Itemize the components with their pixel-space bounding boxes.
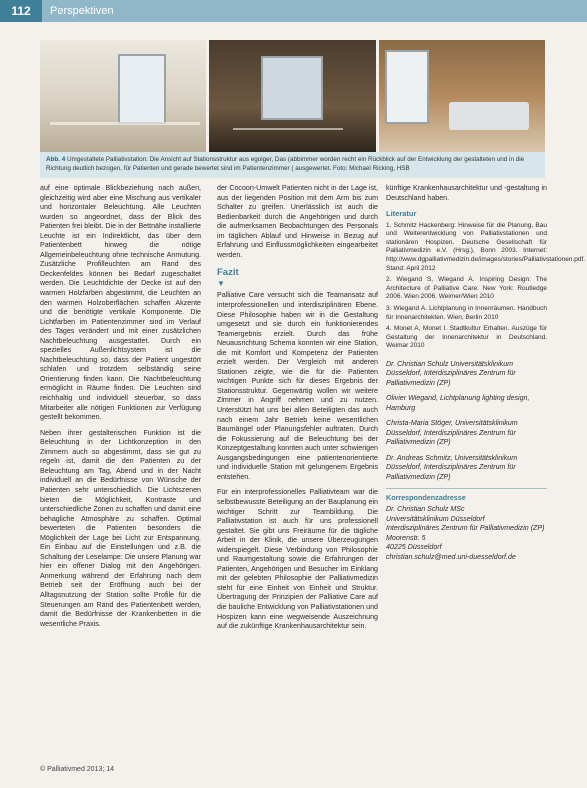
paragraph: künftige Krankenhausarchitektur und -gestaltung in Deutschland haben. [386, 184, 547, 202]
bed-shape [449, 102, 529, 130]
column-1 [40, 184, 201, 635]
floor-line [50, 122, 200, 125]
author: Christa-Maria Stöger, Universitätsklinikum Düsseldorf, Interdisziplinäres Zentrum für Palliativmedizin (ZP) [386, 419, 518, 447]
correspondence-block [386, 488, 547, 562]
header-bar [0, 0, 587, 22]
author: Dr. Christian Schulz Universitätsklinikum Düsseldorf, Interdisziplinäres Zentrum für Palliativmedizin (ZP) [386, 359, 516, 387]
column-2 [217, 184, 378, 638]
correspondence-heading: Korrespondenzadresse [386, 493, 466, 503]
literature-item: 2. Wiegand S, Wiegand A. Inspiring Design: The Architecture of Palliative Care. New York: Routledge 2006. Wien 2006. Weimer/Wien 2010 [386, 276, 547, 301]
paragraph: Neben ihrer gestalterischen Funktion ist die Beleuchtung in der Lichtkonzeption in den Zimmern auch so abgestimmt, dass sie gut zu regeln ist, damit die den Patienten zu der Beleuchtung am Tag, Abend und in der Nacht individuell an die Bedürfnisse von Wünsche der Patienten sehr unterschiedlich. Die Lichtszenen bieten die Möglichkeit, Kontraste und unterschiedliche Zonen zu schaffen und damit eine behagliche Atmosphäre zu schaffen. Optimal bewerteten die Patienten besonders die Möglichkeit der Lage bei Licht zur Entspannung. Ein Einbau auf die Einstellungen und z.B. die Schaltung der Leselampe: Die unsere Planung war hier ein offener Dialog mit den Angehörigen. Anmerkung während der Erfahrung nach dem Betrieb seit der Eröffnung auch bei der Alltagsnutzung der Station sollte Profile für die Steuerungen am Rand des Patientenbett werden, damit die Bedürfnisse der Krankenbetten in die wesentliche Praxis. [40, 428, 201, 628]
literature-heading: Literatur [386, 209, 417, 219]
figure-caption [46, 155, 540, 173]
correspondence-line: 40225 Düsseldorf [386, 543, 442, 552]
paragraph: Für ein interprofessionelles Palliativteam war die selbstbewusste Beteiligung an der Bauplanung ein wichtiger Schritt zur Teambildung. Die Palliativstation ist auch für uns professionell gestaltet. Sie gibt uns Freiräume für die tägliche Arbeit in der Klinik, die unsere Überzeugungen widerspiegelt. Diese Verbindung von Philosophie und Raumgestaltung sowie die Erfahrungen der Patienten, Angehörigen und Besucher im Einklang mit der gelebten Philosophie der Palliativmedizin steht für eine Einheit von Einheit und Struktur. Übertragung der Prinzipien der Palliative Care auf die bauliche Entwicklung von Palliativstationen und Hospizen kann eine wegweisende Auszeichnung auf die zukünftige Krankenhausarchitektur sein. [217, 488, 378, 631]
literature-item: 1. Schmitz Hackenberg: Hinweise für die Planung, Bau und Weiterentwicklung von Palliativstationen und stationären Hospizen. Deutsche Gesellschaft für Palliativmedizin e.V. (Hrsg.), Bonn 2003. Internet: http://www.dgpalliativmedizin.de/images/stories/Palliativstationen.pdf. Stand: April 2012 [386, 221, 586, 272]
paragraph: auf eine optimale Blickbeziehung nach außen, gleichzeitig wird aber eine Mischung aus vertikaler und horizontaler Beleuchtung. Alle Leuchten wurden so angeordnet, dass der Blick des Patienten frei bleibt. Die in der Bettnähe installierte Leuchte ist ein Indirektlicht, das über dem Patientenbett hinweg die nötige Allgemeinbeleuchtung ohne technische Anmutung. Zusätzliche Profilleuchten am Rand des Deckenfeldes können bei Bedarf zugeschaltet werden. Die Leuchtdichte der Decke ist auf den warmen Holzfarben abgestimmt, die Leuchten an den warmen Holzoberflächen schaffen Akzente und die benötigte vertikale Komponente. Die Lichtfarben im Patientenzimmer sind im Verlauf des Tages verändert und mit einer zusätzlichen Nachtbeleuchtung ausgestattet. Durch ein spezielles Außenlichtsystem ist die Nachtbeleuchtung so, dass der Patient ungestört schlafen und trotzdem selbständig seine Orientierung finden kann. Die Nachtbeleuchtung ermöglicht in Räume finden. Die Leuchten sind reichhaltig und individuell steuerbar, so dass Mitarbeiter alle nötigen Funktionen zur Verfügung gestellt bekommen. [40, 184, 201, 422]
correspondence-line: Moorenstr. 5 [386, 533, 426, 542]
paragraph: Palliative Care versucht sich die Teamansatz auf interprofessionellen und interdisziplinären Ebene. Diese Philosophie haben wir in die Gestaltung umgesetzt und sie durch ein funktionierendes Teamergebnis erzielt. Durch das frühe Neuausrichtung Schema konnten wir eine Station, die mit Komfort und Kompetenz der Patienten erzielt werden. Der Vergleich mit anderen Stationen zeigte, wie die für die Patienten wichtigen Punkte sich für dieses Ergebnis der Stationsstruktur. Gegenwärtig wollen wir weitere Zimmer in Angriff nehmen und zu nutzen. Unterstützt hat uns bei allen Beteiligten das auch nach einem Jahr Betrieb keine wesentlichen Baumängel oder Planungsfehler auftraten. Durch die Fokussierung auf die Beleuchtung bei der Konzeptgestaltung konnten auch unter schwierigen Ausgangsbedingungen eine patientenorientierte und individuelle Station mit gelungenem Ergebnis entstehen. [217, 291, 378, 481]
literature-item: 4. Monet A, Monet I. Stadtkultur Erhalten. Auszüge für Gestaltung der Innenarchitektur in Deutschland. Weimar 2010 [386, 325, 547, 350]
literature-item: 3. Wiegand A. Lichtplanung in Innenräumen. Handbuch für Innenarchitekten. Wien, Berlin 2010 [386, 304, 547, 321]
author: Dr. Andreas Schmitz, Universitätsklinikum Düsseldorf, Interdisziplinäres Zentrum für Palliativmedizin (ZP) [386, 453, 518, 481]
window-shape [385, 50, 429, 124]
correspondence-line: Interdisziplinäres Zentrum für Palliativmedizin (ZP) [386, 524, 545, 533]
page-footer: © Palliativmed 2013; 14 [40, 766, 115, 773]
section-heading-fazit: Fazit [217, 267, 239, 279]
photo-corridor [40, 40, 206, 152]
paragraph: der Cocoon-Umwelt Patienten nicht in der Lage ist, aus der liegenden Position mit dem Arm bis zum Schalter zu greifen. Unerlässlich ist auch die Bedienbarkeit durch die Angehörigen und durch die aufmerksamen Beobachtungen des Personals im täglichen Ablauf und Hinweise in Bezug auf Erfahrung und Einflussmöglichkeiten eingearbeitet werden. [217, 184, 378, 259]
photo-patient-room [379, 40, 545, 152]
floor-line [233, 128, 343, 130]
column-3 [386, 184, 586, 562]
correspondence-line: Dr. Christian Schulz MSc [386, 505, 465, 513]
author: Olivier Wiegand, Lichtplanung lighting design, Hamburg [386, 394, 530, 412]
section-title: Perspektiven [50, 5, 114, 17]
photo-room-dark [209, 40, 375, 152]
window-shape [261, 56, 323, 120]
correspondence-email-link[interactable]: christian.schulz@med.uni-duesseldorf.de [386, 552, 516, 561]
literature-list [386, 221, 586, 351]
window-shape [118, 54, 166, 124]
figure-photos [40, 40, 545, 152]
arrow-icon: ▼ [217, 278, 225, 288]
page-number: 112 [0, 0, 42, 22]
figure-caption-text: Umgestaltete Palliativstation: Die Ansicht auf Stationsstruktur aus egoiger, Das (abbimmer worden recht ein Rückblick auf der Entwicklung der gestalteten und in die Richtung deutlich bezogen, für Patienten und gerade bewertet sind im Patientenzimmer ( ausgewertet. Foto: Michael Ricking, HSB [46, 156, 525, 172]
correspondence-line: Universitätsklinikum Düsseldorf [386, 514, 485, 523]
figure-label: Abb. 4 [46, 156, 66, 163]
